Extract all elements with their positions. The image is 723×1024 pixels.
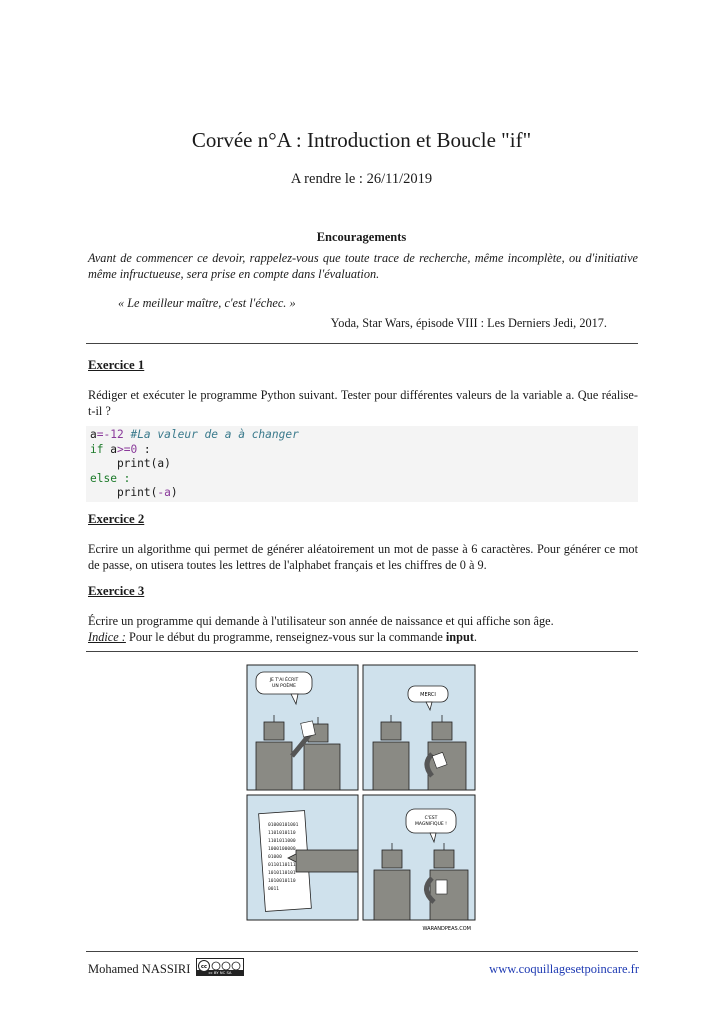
- code-token: >=0: [116, 442, 138, 456]
- binary-line: 1101011000: [268, 839, 296, 844]
- svg-text:cc: cc: [201, 964, 207, 970]
- exercise1-text: Rédiger et exécuter le programme Python suivant. Tester pour différentes valeurs de la variable a. Que réalise-t-il ?: [88, 388, 638, 418]
- speech-bubble-4: C'EST MAGNIFIQUE !: [415, 816, 447, 827]
- code-line: [90, 428, 638, 443]
- encouragements-heading: Encouragements: [316, 230, 407, 244]
- binary-line: 0110110111: [268, 863, 296, 868]
- robot-head-icon: [264, 722, 284, 740]
- exercise1-heading: Exercice 1: [88, 358, 145, 372]
- footer-divider: [86, 951, 638, 952]
- code-token: ): [170, 486, 178, 499]
- binary-line: 1010110101: [268, 871, 296, 876]
- hint-label: Indice :: [88, 630, 126, 644]
- exercise3-question: Écrire un programme qui demande à l'utilisateur son année de naissance et qui affiche son âge.: [88, 614, 554, 628]
- exercise3-text: [88, 613, 638, 645]
- binary-line: 0011: [268, 887, 280, 892]
- robot-body-icon: [304, 744, 340, 790]
- quote: « Le meilleur maître, c'est l'échec. »: [118, 296, 296, 310]
- binary-line: 01000: [268, 855, 282, 860]
- comic-panel-1: [247, 665, 358, 790]
- code-token: a: [90, 428, 97, 441]
- code-line: [90, 472, 638, 487]
- robot-arm-icon: [296, 850, 358, 872]
- code-token: print(: [90, 486, 158, 499]
- comic-strip: [246, 664, 476, 934]
- hint-keyword: input: [445, 630, 474, 644]
- cc-license-icon: [196, 958, 244, 976]
- comic-panel-4: [363, 795, 475, 920]
- robot-body-icon: [256, 742, 292, 790]
- comic-panel-3: [247, 795, 358, 920]
- author-name: Mohamed NASSIRI: [88, 962, 191, 976]
- page-title: Corvée n°A : Introduction et Boucle "if": [191, 128, 532, 152]
- code-line: [90, 443, 638, 458]
- quote-source: Yoda, Star Wars, épisode VIII : Les Derniers Jedi, 2017.: [330, 316, 607, 330]
- robot-head-icon: [381, 722, 401, 740]
- divider: [86, 651, 638, 652]
- code-keyword: if: [90, 442, 104, 456]
- code-token: =-12: [96, 428, 124, 441]
- speech-bubble-1: JE T'AI ÉCRIT UN POÈME: [269, 678, 299, 689]
- hint-text: Pour le début du programme, renseignez-vous sur la commande: [125, 630, 446, 644]
- paper-icon: [436, 880, 447, 894]
- code-token: -a: [157, 486, 171, 499]
- robot-body-icon: [373, 742, 409, 790]
- binary-line: 01000101001: [268, 823, 299, 828]
- robot-head-icon: [382, 850, 402, 868]
- binary-line: 1000100000: [268, 847, 296, 852]
- divider: [86, 343, 638, 344]
- code-token: a: [103, 442, 117, 456]
- code-token: :: [137, 442, 151, 456]
- website-link[interactable]: www.coquillagesetpoincare.fr: [489, 962, 639, 976]
- hint-end: .: [473, 630, 477, 644]
- code-block: [86, 426, 638, 502]
- code-line: [90, 486, 638, 501]
- comic-credit: WARANDPEAS.COM: [422, 926, 471, 932]
- binary-line: 1010010110: [268, 879, 296, 884]
- paper-icon: [301, 721, 316, 737]
- due-date: A rendre le : 26/11/2019: [290, 171, 433, 187]
- code-keyword: else :: [90, 471, 131, 485]
- robot-body-icon: [374, 870, 410, 920]
- exercise3-heading: Exercice 3: [88, 584, 145, 598]
- exercise2-heading: Exercice 2: [88, 512, 145, 526]
- robot-head-icon: [432, 722, 452, 740]
- binary-line: 1101010110: [268, 831, 296, 836]
- robot-head-icon: [434, 850, 454, 868]
- speech-bubble-2: MERCI: [420, 692, 436, 698]
- robot-body-icon: [428, 742, 466, 790]
- comic-panel-2: [363, 665, 475, 790]
- code-comment: #La valeur de a à changer: [130, 428, 299, 441]
- encouragements-text: Avant de commencer ce devoir, rappelez-vous que toute trace de recherche, même incomplète, ou d'initiative même infructueuse, sera prise en compte dans l'évaluation.: [88, 251, 638, 281]
- code-line: print(a): [90, 457, 171, 470]
- robot-body-icon: [430, 870, 468, 920]
- cc-badge-label: cc BY NC SA: [208, 970, 232, 975]
- exercise2-text: Ecrire un algorithme qui permet de générer aléatoirement un mot de passe à 6 caractères. Pour générer ce mot de passe, on utisera toutes les lettres de l'alphabet français et les chiffres de 0 à 9.: [88, 542, 638, 572]
